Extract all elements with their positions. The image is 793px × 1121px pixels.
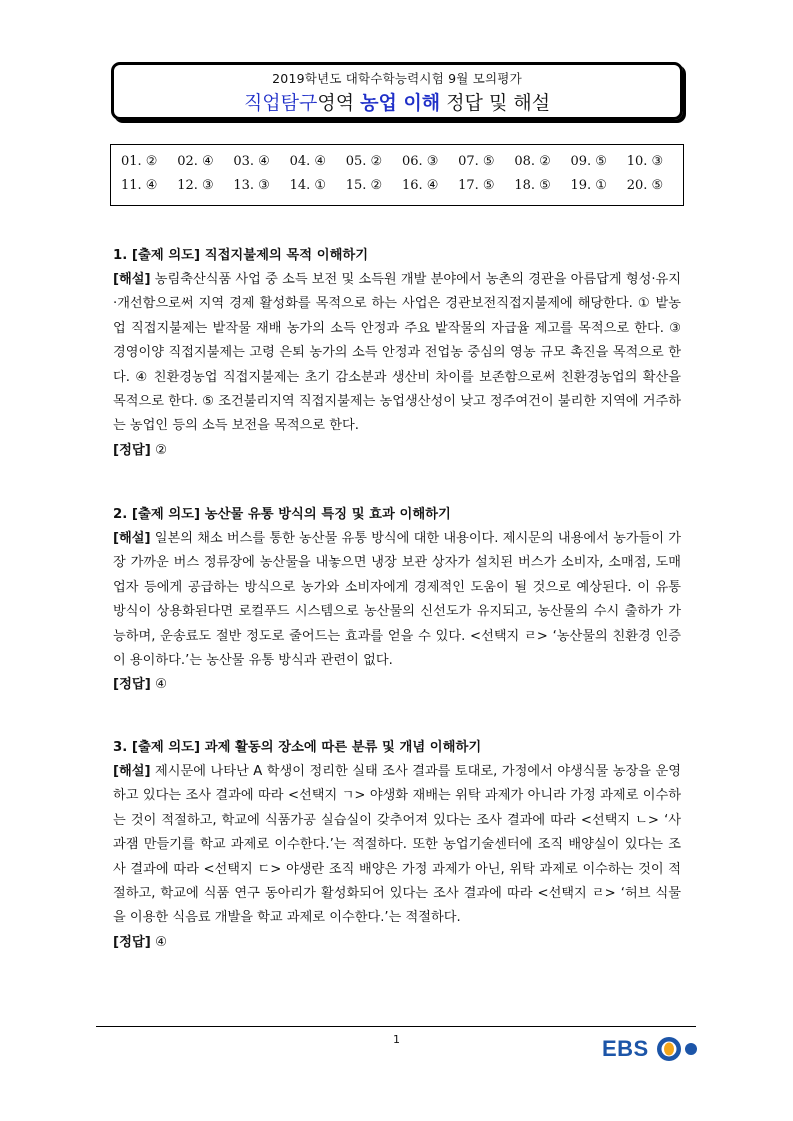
explanation-tag: [해설]	[113, 531, 151, 546]
answer-key-table	[110, 144, 684, 206]
answer-item: 08. ②	[514, 154, 551, 169]
answer-item: 09. ⑤	[570, 154, 607, 169]
explanation-text: 제시문에 나타난 A 학생이 정리한 실태 조사 결과를 토대로, 가정에서 야생식물 농장을 운영하고 있다는 조사 결과에 따라 <선택지 ㄱ> 야생화 재배는 위탁 과제가 아니라 가정 과제로 이수하는 것이 적절하고, 학교에 식품가공 실습실이 갖추어져 있다는 조사 결과에 따라 <선택지 ㄴ> ‘사과잼 만들기를 학교 과제로 이수한다.’는 적절하다. 또한 농업기술센터에 조직 배양실이 있다는 조사 결과에 따라 <선택지 ㄷ> 야생란 조직 배양은 가정 과제가 아닌, 위탁 과제로 이수하는 것이 적절하고, 학교에 식품 연구 동아리가 활성화되어 있다는 조사 결과에 따라 <선택지 ㄹ> ‘허브 식물을 이용한 식음료 개발을 학교 과제로 이수한다.’는 적절하다.	[113, 764, 681, 926]
explanation-tag: [해설]	[113, 764, 151, 779]
answer-tag: [정답]	[113, 442, 151, 458]
title-subject: 농업 이해	[360, 92, 441, 114]
question-3-explanation	[113, 760, 681, 931]
answer-item: 12. ③	[177, 178, 214, 193]
title-suffix: 정답 및 해설	[440, 92, 551, 114]
question-1-answer	[113, 439, 681, 463]
question-1-section	[113, 244, 681, 463]
question-2-explanation	[113, 527, 681, 673]
answer-item: 07. ⑤	[458, 154, 495, 169]
answer-row-2	[121, 178, 683, 193]
answer-value: ④	[150, 677, 167, 693]
question-3-title: 3. [출제 의도] 과제 활동의 장소에 따른 분류 및 개념 이해하기	[113, 740, 482, 755]
page-number: 1	[393, 1033, 400, 1046]
question-1-title: 1. [출제 의도] 직접지불제의 목적 이해하기	[113, 248, 369, 263]
page-title	[114, 88, 680, 115]
explanation-tag: [해설]	[113, 272, 151, 287]
answer-item: 13. ③	[233, 178, 270, 193]
exam-subtitle: 2019학년도 대학수학능력시험 9월 모의평가	[272, 71, 522, 86]
answer-item: 10. ③	[626, 154, 664, 169]
answer-item: 01. ②	[121, 154, 158, 169]
answer-item: 14. ①	[289, 178, 327, 193]
ebs-logo-text: EBS	[602, 1036, 649, 1061]
ebs-logo	[602, 1034, 704, 1064]
answer-value: ④	[150, 934, 167, 950]
question-2-section	[113, 503, 681, 697]
answer-item: 06. ③	[401, 154, 439, 169]
answer-item: 04. ④	[289, 154, 327, 169]
answer-item: 02. ④	[177, 154, 214, 169]
question-2-title: 2. [출제 의도] 농산물 유통 방식의 특징 및 효과 이해하기	[113, 507, 451, 522]
answer-item: 19. ①	[570, 178, 607, 193]
ebs-logo-icon	[654, 1034, 704, 1064]
explanation-text: 일본의 채소 버스를 통한 농산물 유통 방식에 대한 내용이다. 제시문의 내용에서 농가들이 가장 가까운 버스 정류장에 농산물을 내놓으면 냉장 보관 상자가 설치된 버스가 소비자, 소매점, 도매업자 등에게 공급하는 방식으로 농가와 소비자에게 경제적인 도움이 될 것으로 예상된다. 이 유통 방식이 상용화된다면 로컬푸드 시스템으로 농산물의 신선도가 유지되고, 농산물의 수시 출하가 가능하며, 운송료도 절반 정도로 줄어드는 효과를 얻을 수 있다. <선택지 ㄹ> ‘농산물의 친환경 인증이 용이하다.’는 농산물 유통 방식과 관련이 없다.	[113, 531, 681, 669]
answer-item: 17. ⑤	[458, 178, 495, 193]
answer-row-1	[121, 154, 683, 169]
header-title-box	[111, 62, 683, 120]
answer-item: 18. ⑤	[514, 178, 551, 193]
answer-item: 05. ②	[345, 154, 383, 169]
footer-divider	[96, 1026, 696, 1027]
explanation-text: 농림축산식품 사업 중 소득 보전 및 소득원 개발 분야에서 농촌의 경관을 아름답게 형성·유지·개선함으로써 지역 경제 활성화를 목적으로 하는 사업은 경관보전직접지불제에 해당한다. ① 밭농업 직접지불제는 밭작물 재배 농가의 소득 안정과 주요 밭작물의 자급율 제고를 목적으로 한다. ③ 경영이양 직접지불제는 고령 은퇴 농가의 소득 안정과 전업농 중심의 영농 규모 촉진을 목적으로 한다. ④ 친환경농업 직접지불제는 초기 감소분과 생산비 차이를 보존함으로써 친환경농업의 확산을 목적으로 한다. ⑤ 조건불리지역 직접지불제는 농업생산성이 낮고 정주여건이 불리한 지역에 거주하는 농업인 등의 소득 보전을 목적으로 한다.	[113, 272, 681, 434]
answer-item: 20. ⑤	[626, 178, 664, 193]
answer-item: 15. ②	[345, 178, 383, 193]
answer-item: 11. ④	[121, 178, 158, 193]
title-area-suffix: 영역	[317, 92, 361, 114]
question-1-explanation	[113, 268, 681, 439]
answer-item: 03. ④	[233, 154, 270, 169]
question-3-answer	[113, 931, 681, 955]
title-subject-area: 직업탐구	[243, 92, 318, 114]
answer-tag: [정답]	[113, 677, 151, 693]
answer-value: ②	[150, 442, 167, 458]
answer-item: 16. ④	[401, 178, 439, 193]
question-3-section	[113, 736, 681, 955]
question-2-answer	[113, 673, 681, 697]
answer-tag: [정답]	[113, 934, 151, 950]
